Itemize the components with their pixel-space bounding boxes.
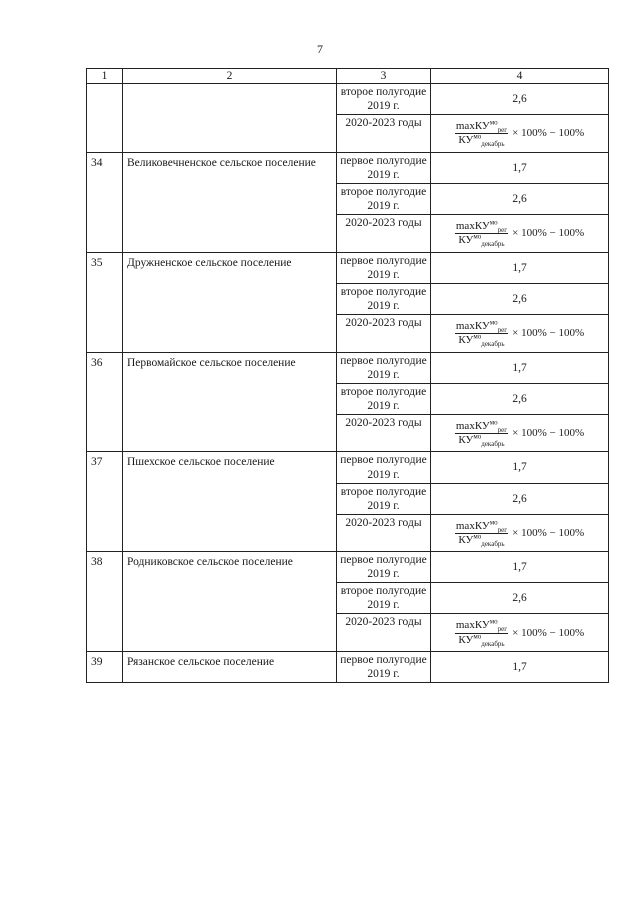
period-cell: второе полугодие 2019 г. (337, 583, 431, 614)
numerator-sup: мо (489, 617, 498, 626)
table-row (87, 452, 609, 483)
formula-numerator (455, 517, 508, 534)
denominator-sub: декабрь (481, 440, 505, 449)
settlement-number: 36 (87, 352, 123, 452)
denominator-sub: декабрь (481, 240, 505, 249)
formula-tail: × 100% − 100% (512, 227, 585, 240)
value-cell: 2,6 (431, 283, 609, 314)
numerator-sub: рег (497, 425, 508, 434)
formula-cell (431, 514, 609, 552)
denominator-base: КУ (458, 434, 474, 447)
header-col-2: 2 (123, 69, 337, 84)
period-cell: первое полугодие 2019 г. (337, 352, 431, 383)
period-cell: первое полугодие 2019 г. (337, 252, 431, 283)
numerator-sup: мо (489, 218, 498, 227)
settlement-name: Великовечненское сельское поселение (123, 152, 337, 252)
formula-cell (431, 414, 609, 452)
denominator-base: КУ (458, 334, 474, 347)
header-col-1: 1 (87, 69, 123, 84)
formula-fraction (455, 220, 508, 248)
numerator-sub: рег (497, 126, 508, 135)
formula-cell (431, 214, 609, 252)
denominator-sub: декабрь (481, 540, 505, 549)
numerator-sub: рег (497, 226, 508, 235)
numerator-base: maxКУ (455, 419, 490, 432)
formula-tail: × 100% − 100% (512, 327, 585, 339)
header-col-4: 4 (431, 69, 609, 84)
settlement-name: Первомайское сельское поселение (123, 352, 337, 452)
formula-tail: × 100% − 100% (512, 127, 585, 140)
formula-denominator (457, 234, 505, 247)
numerator-sup: мо (489, 418, 498, 427)
formula-cell (431, 614, 609, 652)
formula-fraction (455, 120, 508, 148)
formula-fraction (455, 420, 508, 448)
period-cell: первое полугодие 2019 г. (337, 652, 431, 683)
settlement-number: 34 (87, 152, 123, 252)
formula-denominator (457, 534, 505, 547)
page-number: 7 (317, 42, 323, 56)
header-col-3: 3 (337, 69, 431, 84)
settlement-number: 38 (87, 552, 123, 652)
value-cell: 1,7 (431, 552, 609, 583)
denominator-sup: мо (473, 132, 482, 141)
formula-numerator (455, 220, 508, 234)
value-cell: 1,7 (431, 652, 609, 683)
settlement-name: Рязанское сельское поселение (123, 652, 337, 683)
period-cell: второе полугодие 2019 г. (337, 383, 431, 414)
value-cell: 2,6 (431, 583, 609, 614)
table-row (87, 84, 609, 115)
formula-denominator (457, 634, 505, 647)
growth-formula (455, 220, 584, 248)
period-cell: 2020-2023 годы (337, 414, 431, 452)
denominator-sup: мо (473, 232, 482, 241)
numerator-base: maxКУ (455, 219, 490, 232)
growth-formula (455, 120, 584, 148)
period-cell: 2020-2023 годы (337, 214, 431, 252)
denominator-sub: декабрь (481, 140, 505, 149)
denominator-base: КУ (458, 134, 474, 147)
value-cell: 2,6 (431, 183, 609, 214)
denominator-base: КУ (458, 633, 474, 646)
denominator-sup: мо (473, 432, 482, 441)
formula-fraction (455, 619, 508, 647)
denominator-base: КУ (458, 533, 474, 546)
name-cell (123, 84, 337, 153)
formula-cell (431, 314, 609, 352)
numerator-base: maxКУ (455, 519, 490, 532)
formula-numerator (455, 320, 508, 334)
growth-formula (455, 420, 584, 448)
period-cell: второе полугодие 2019 г. (337, 483, 431, 514)
value-cell: 1,7 (431, 152, 609, 183)
period-cell: 2020-2023 годы (337, 314, 431, 352)
numerator-sup: мо (489, 118, 498, 127)
table-row (87, 252, 609, 283)
formula-denominator (457, 134, 505, 147)
denominator-sup: мо (473, 532, 482, 541)
growth-formula (455, 517, 585, 549)
denominator-sub: декабрь (481, 640, 505, 649)
period-cell: первое полугодие 2019 г. (337, 552, 431, 583)
formula-numerator (455, 420, 508, 434)
period-cell: 2020-2023 годы (337, 514, 431, 552)
table-row (87, 152, 609, 183)
value-cell: 1,7 (431, 452, 609, 483)
numerator-sub: рег (497, 325, 508, 334)
numerator-base: maxКУ (455, 619, 490, 632)
denominator-sub: декабрь (481, 340, 505, 349)
tariff-table (86, 68, 609, 683)
table-row (87, 552, 609, 583)
formula-denominator (457, 334, 505, 347)
value-cell: 1,7 (431, 252, 609, 283)
formula-tail: × 100% − 100% (512, 526, 585, 539)
denominator-sup: мо (473, 332, 482, 341)
period-cell: второе полугодие 2019 г. (337, 84, 431, 115)
denominator-base: КУ (458, 234, 474, 247)
formula-tail: × 100% − 100% (512, 426, 585, 439)
growth-formula (455, 320, 584, 348)
numerator-sup: мо (489, 318, 498, 327)
settlement-number: 37 (87, 452, 123, 552)
denominator-sup: мо (473, 632, 482, 641)
numerator-sup: мо (489, 517, 498, 526)
formula-numerator (455, 619, 508, 633)
value-cell: 2,6 (431, 84, 609, 115)
period-cell: 2020-2023 годы (337, 115, 431, 153)
growth-formula (455, 619, 584, 647)
formula-fraction (455, 517, 508, 549)
period-cell: 2020-2023 годы (337, 614, 431, 652)
settlement-number: 35 (87, 252, 123, 352)
formula-numerator (455, 120, 508, 134)
period-cell: второе полугодие 2019 г. (337, 283, 431, 314)
formula-cell (431, 115, 609, 153)
settlement-number: 39 (87, 652, 123, 683)
settlement-name: Дружненское сельское поселение (123, 252, 337, 352)
value-cell: 2,6 (431, 383, 609, 414)
settlement-name: Пшехское сельское поселение (123, 452, 337, 552)
period-cell: второе полугодие 2019 г. (337, 183, 431, 214)
period-cell: первое полугодие 2019 г. (337, 152, 431, 183)
formula-tail: × 100% − 100% (512, 626, 585, 639)
formula-fraction (455, 320, 508, 348)
header-row (87, 69, 609, 84)
table-row (87, 652, 609, 683)
settlement-name: Родниковское сельское поселение (123, 552, 337, 652)
table-row (87, 352, 609, 383)
numerator-sub: рег (497, 525, 508, 534)
period-cell: первое полугодие 2019 г. (337, 452, 431, 483)
formula-denominator (457, 434, 505, 447)
numerator-base: maxКУ (455, 120, 490, 133)
numerator-base: maxКУ (455, 319, 490, 332)
num-cell (87, 84, 123, 153)
value-cell: 2,6 (431, 483, 609, 514)
value-cell: 1,7 (431, 352, 609, 383)
numerator-sub: рег (497, 625, 508, 634)
